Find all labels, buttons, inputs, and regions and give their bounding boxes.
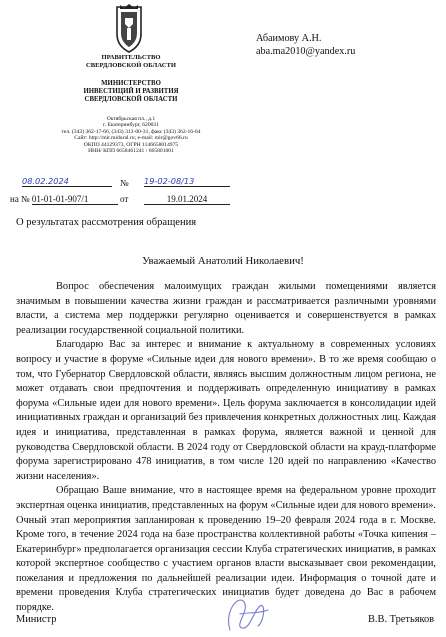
government-title-line2: СВЕРДЛОВСКОЙ ОБЛАСТИ [85,61,177,69]
signatory-position: Министр [16,614,57,625]
salutation: Уважаемый Анатолий Николаевич! [142,255,304,267]
ministry-header [2,80,260,103]
signature-scribble [220,592,274,636]
recipient-email: aba.ma2010@yandex.ru [256,46,356,58]
incoming-reference [10,194,118,205]
government-title-line1: ПРАВИТЕЛЬСТВО [101,54,161,61]
paragraph-1: Вопрос обеспечения малоимущих граждан жилыми помещениями является значимым в повышении качества жизни граждан и рассматривается различными уровнями власти, а система мер поддержки регулярно оценивается и совершенствуется в рамках реализации государственной социальной политики. [16,281,436,336]
coat-of-arms-emblem [112,4,146,54]
outgoing-number-handwritten: 19-02-08/13 [144,176,230,187]
okpo-ogrn-line: ОКПО 44129373, ОГРН 1146658014975 [83,141,179,148]
ministry-title-line1: МИНИСТЕРСТВО [101,80,161,87]
website-email-line: Сайт: http://mir.midural.ru; e-mail: mir@gov66.ru [74,135,188,142]
address-street: Октябрьская пл., д.1 [106,116,156,122]
signatory-name: В.В. Третьяков [368,614,435,625]
ministry-title-line3: СВЕРДЛОВСКОЙ ОБЛАСТИ [84,95,178,103]
paragraph-3: Обращаю Ваше внимание, что в настоящее время на федеральном уровне проходит экспертная оценка инициатив, представленных на форум «Сильные идеи для нового времени». Очный этап мероприятия запланирован к проведению 19–20 февраля 2024 года в г. Москве. Кроме того, в течение 2024 года на базе пространства коллективной работы «Точка кипения – Екатеринбург» предполагается организация сессии Клуба стратегических инициатив, в рамках которой экспертное сообщество с участием органов власти высказывает свои рекомендации, пожелания и предложения по дальнейшей реализации идеи. Информация о точной дате и времени проведения Клуба стратегических инициатив будет доведена до Вас в рабочем порядке. [16,485,436,614]
outgoing-number-label: № [120,178,129,188]
inn-kpp-line: ИНН/ КПП 6658461241 / 665801001 [88,148,174,155]
incoming-date: 19.01.2024 [144,194,230,205]
outgoing-date-handwritten: 08.02.2024 [22,176,112,187]
recipient-name: Абаимову А.Н. [256,33,322,44]
phone-fax-line: тел. (343) 362-17-66, (343) 312-00-31, факс (343) 362-16-64 [61,128,201,135]
letter-subject: О результатах рассмотрения обращения [16,217,197,228]
ministry-contacts [2,116,260,155]
paragraph-2: Благодарю Вас за интерес и внимание к актуальному в современных условиях вопросу и участие в форуме «Сильные идеи для нового времени». В то же время сообщаю о том, что Губернатор Свердловской области, являясь высшим должностным лицом региона, не может отдавать свои предпочтения и поддерживать определенную инициативу в рамках форума «Сильные идеи для нового времени». Цель форума заключается в консолидации идей инициативных граждан и организаций без привлечения конкретных должностных лиц. Каждая идея и инициатива, представленная в рамках форума, является важной и ценной для руководства Свердловской области. В 2024 году от Свердловской области на крауд-платформе форума зарегистрировано 478 инициатив, в том числе 120 идей по направлению «Качество жизни населения». [16,339,436,482]
recipient-block [256,32,355,58]
letter-body [16,280,436,616]
outgoing-number-field [144,176,230,187]
incoming-number: 01-01-01-907/1 [32,194,118,205]
government-header [2,54,260,69]
outgoing-date-field [22,176,112,187]
address-city: г. Екатеринбург, 620031 [102,122,160,129]
incoming-prefix: на № [10,194,30,204]
incoming-from-label: от [120,194,129,204]
ministry-title-line2: ИНВЕСТИЦИЙ И РАЗВИТИЯ [83,87,179,95]
incoming-date-field [144,194,230,205]
